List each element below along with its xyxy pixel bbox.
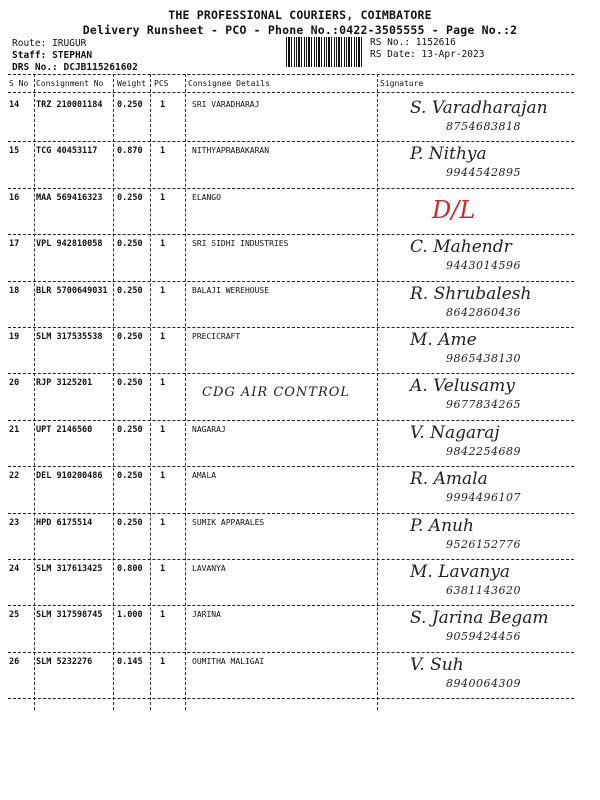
signature-phone: 8940064309 <box>446 676 521 690</box>
pcs-cell: 1 <box>160 471 166 482</box>
table-row <box>0 467 600 513</box>
weight-cell: 0.250 <box>117 471 143 482</box>
signature-name: P. Nithya <box>410 144 487 165</box>
consignee-cell: NITHYAPRABAKARAN <box>192 146 270 156</box>
staff-value: STEPHAN <box>52 50 93 61</box>
signature-cell <box>388 96 578 142</box>
barcode-image <box>286 37 364 67</box>
signature-cell <box>388 421 578 467</box>
sno-cell: 22 <box>9 471 20 482</box>
signature-cell <box>388 328 578 374</box>
signature-cell <box>388 560 578 606</box>
pcs-cell: 1 <box>160 192 166 203</box>
signature-cell <box>388 374 578 420</box>
signature-name: M. Ame <box>410 330 477 350</box>
signature-cell <box>388 142 578 188</box>
pcs-cell: 1 <box>160 332 166 342</box>
rs-date-line <box>370 49 484 60</box>
table-row <box>0 421 600 467</box>
consignee-cell: ELANGO <box>192 192 221 202</box>
signature-name: C. Mahendr <box>410 237 512 258</box>
sno-cell: 18 <box>9 285 20 296</box>
signature-cell <box>388 653 578 699</box>
consignee-cell: SRI VARADHARAJ <box>192 100 260 109</box>
rs-no-value: 1152616 <box>415 37 456 48</box>
consignee-cell: OUMITHA MALIGAI <box>192 656 265 666</box>
header-top-rule <box>8 74 574 75</box>
signature-phone: 8642860436 <box>446 305 521 319</box>
sno-cell: 24 <box>9 564 20 574</box>
signature-name: R. Amala <box>410 469 488 490</box>
staff-label: Staff: <box>12 50 47 61</box>
sno-cell: 23 <box>9 517 20 528</box>
weight-cell: 0.250 <box>117 285 143 296</box>
col-sno: S No <box>9 79 29 88</box>
sno-cell: 14 <box>9 100 20 110</box>
signature-phone: 9994496107 <box>446 491 521 505</box>
rs-date-label: RS Date: <box>370 49 416 60</box>
route-value: IRUGUR <box>52 38 87 49</box>
col-signature: Signature <box>380 79 424 88</box>
signature-name: A. Velusamy <box>410 376 515 397</box>
consignment-cell: SLM 317535538 <box>36 332 103 342</box>
signature-name: S. Varadharajan <box>410 98 548 118</box>
weight-cell: 0.250 <box>117 100 143 110</box>
signature-phone: 9944542895 <box>446 166 521 180</box>
pcs-cell: 1 <box>160 564 166 574</box>
signature-cell <box>388 282 578 328</box>
delivered-mark: D/L <box>432 196 476 224</box>
sno-cell: 25 <box>9 610 20 621</box>
rs-no-line <box>370 37 456 48</box>
consignee-cell: SRI SIDHI INDUSTRIES <box>192 239 289 249</box>
drs-label: DRS No.: <box>12 62 58 73</box>
consignment-cell: UPT 2146560 <box>36 424 93 435</box>
consignment-cell: MAA 569416323 <box>36 192 103 203</box>
consignment-cell: SLM 317598745 <box>36 610 103 621</box>
signature-name: V. Nagaraj <box>410 422 500 443</box>
consignment-cell: SLM 5232276 <box>36 656 93 667</box>
consignee-cell: JARINA <box>192 610 221 620</box>
header-bottom-rule <box>8 92 574 93</box>
weight-cell: 0.800 <box>117 564 143 574</box>
weight-cell: 0.250 <box>117 378 143 389</box>
signature-phone: 8754683818 <box>446 120 521 133</box>
table-row <box>0 560 600 606</box>
pcs-cell: 1 <box>160 146 166 157</box>
consignment-cell: VPL 942810058 <box>36 239 103 250</box>
consignment-cell: SLM 317613425 <box>36 564 103 574</box>
pcs-cell: 1 <box>160 378 166 389</box>
table-row <box>0 606 600 652</box>
company-title: THE PROFESSIONAL COURIERS, COIMBATORE <box>168 8 432 22</box>
col-weight: Weight <box>117 79 146 88</box>
table-row <box>0 235 600 281</box>
table-row <box>0 282 600 328</box>
route-line <box>12 38 86 49</box>
signature-phone: 9677834265 <box>446 398 521 412</box>
consignment-cell: BLR 5700649031 <box>36 285 108 296</box>
consignee-cell: NAGARAJ <box>192 424 226 434</box>
signature-phone: 9842254689 <box>446 444 521 458</box>
pcs-cell: 1 <box>160 424 166 435</box>
rs-no-label: RS No.: <box>370 37 411 48</box>
weight-cell: 0.145 <box>117 656 143 667</box>
signature-cell <box>388 189 578 235</box>
staff-line <box>12 50 92 61</box>
route-label: Route: <box>12 38 47 49</box>
weight-cell: 0.250 <box>117 332 143 342</box>
sno-cell: 16 <box>9 192 20 203</box>
signature-phone: 9526152776 <box>446 537 521 551</box>
handwritten-consignee-note: CDG AIR CONTROL <box>202 385 351 400</box>
sno-cell: 19 <box>9 332 20 342</box>
drs-value: DCJB115261602 <box>63 62 138 73</box>
consignment-cell: HPD 6175514 <box>36 517 93 528</box>
consignee-cell: AMALA <box>192 471 217 481</box>
weight-cell: 1.000 <box>117 610 143 621</box>
weight-cell: 0.870 <box>117 146 143 157</box>
consignee-cell: PRECICRAFT <box>192 332 241 341</box>
rs-date-value: 13-Apr-2023 <box>421 49 485 60</box>
consignment-cell: TCG 40453117 <box>36 146 98 157</box>
runsheet-title: Delivery Runsheet - PCO - Phone No.:0422-3505555 - Page No.:2 <box>82 23 518 37</box>
signature-phone: 9059424456 <box>446 630 521 644</box>
col-pcs: PCS <box>154 79 169 88</box>
table-row <box>0 189 600 235</box>
pcs-cell: 1 <box>160 610 166 621</box>
sno-cell: 21 <box>9 424 20 435</box>
consignment-cell: RJP 3125201 <box>36 378 93 389</box>
table-row <box>0 142 600 188</box>
pcs-cell: 1 <box>160 285 166 296</box>
drs-line <box>12 62 138 73</box>
pcs-cell: 1 <box>160 656 166 667</box>
consignee-cell: LAVANYA <box>192 564 226 573</box>
consignment-cell: TRZ 210001184 <box>36 100 103 110</box>
col-consignment: Consignment No <box>36 79 104 88</box>
col-consignee: Consignee Details <box>188 79 270 88</box>
table-row <box>0 96 600 142</box>
pcs-cell: 1 <box>160 239 166 250</box>
signature-name: M. Lavanya <box>410 562 511 582</box>
consignment-cell: DEL 910200486 <box>36 471 103 482</box>
table-row <box>0 328 600 374</box>
weight-cell: 0.250 <box>117 424 143 435</box>
signature-cell <box>388 514 578 560</box>
signature-phone: 6381143620 <box>446 584 521 597</box>
sno-cell: 15 <box>9 146 20 157</box>
sno-cell: 17 <box>9 239 20 250</box>
signature-name: V. Suh <box>410 654 464 675</box>
table-row <box>0 653 600 699</box>
table-row <box>0 514 600 560</box>
row-rule <box>8 698 574 699</box>
sno-cell: 20 <box>9 378 20 389</box>
pcs-cell: 1 <box>160 517 166 528</box>
signature-phone: 9865438130 <box>446 352 521 365</box>
signature-cell <box>388 467 578 513</box>
signature-name: S. Jarina Begam <box>410 608 549 629</box>
signature-name: P. Anuh <box>410 515 474 536</box>
weight-cell: 0.250 <box>117 517 143 528</box>
signature-phone: 9443014596 <box>446 259 521 273</box>
signature-cell <box>388 606 578 652</box>
weight-cell: 0.250 <box>117 192 143 203</box>
pcs-cell: 1 <box>160 100 166 110</box>
signature-name: R. Shrubalesh <box>410 283 532 304</box>
consignee-cell: SUMIK APPARALES <box>192 517 265 527</box>
signature-cell <box>388 235 578 281</box>
consignee-cell: BALAJI WEREHOUSE <box>192 285 270 295</box>
sno-cell: 26 <box>9 656 20 667</box>
weight-cell: 0.250 <box>117 239 143 250</box>
